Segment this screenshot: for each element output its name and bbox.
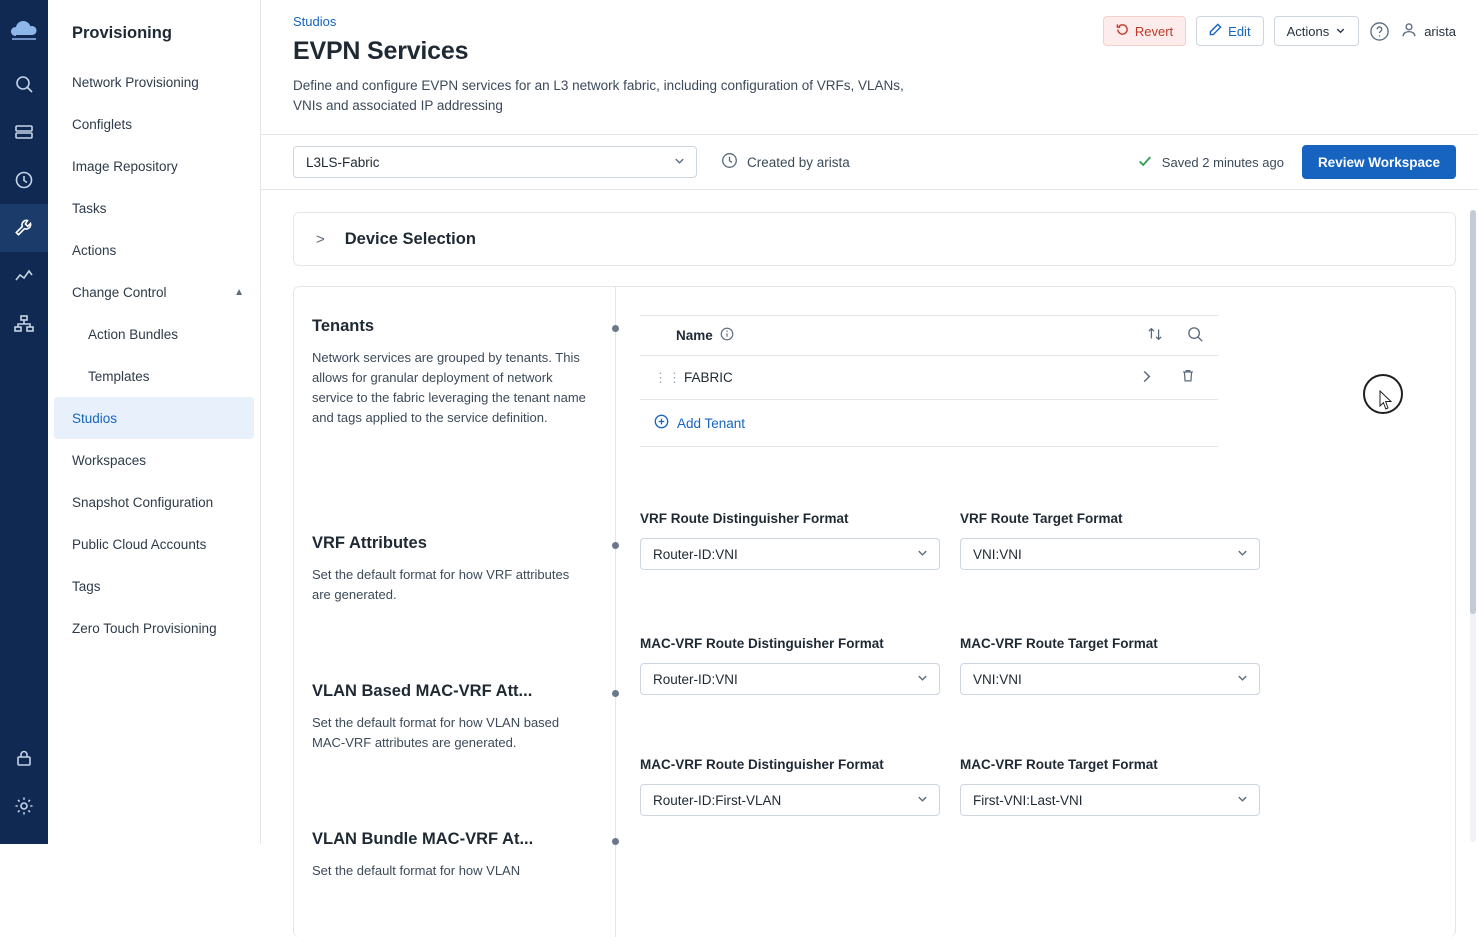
devices-icon[interactable] — [0, 108, 48, 156]
row-actions — [1139, 368, 1204, 387]
sidebar-item-zero-touch-provisioning[interactable] — [48, 607, 260, 649]
vrf-attributes-description: Set the default format for how VRF attributes are generated. — [312, 567, 570, 602]
sidebar-item-action-bundles[interactable] — [48, 313, 260, 355]
vlan-bundle-macvrf-title: VLAN Bundle MAC-VRF At... — [312, 830, 534, 848]
chevron-right-icon: > — [316, 230, 325, 248]
revert-button[interactable] — [1103, 16, 1186, 46]
clock-icon — [721, 152, 738, 172]
sidebar-item-label: Studios — [72, 410, 118, 426]
section-descriptions — [294, 287, 616, 937]
section-marker-dot — [612, 542, 619, 549]
tenants-table-tools — [1146, 325, 1204, 346]
section-marker-dot — [612, 325, 619, 332]
vlan-bundle-rd-format-select[interactable] — [640, 784, 940, 816]
vlan-bundle-macvrf-section-desc — [312, 830, 589, 881]
studio-content — [261, 190, 1478, 878]
edit-label: Edit — [1228, 23, 1251, 39]
sidebar-item-snapshot-configuration[interactable] — [48, 481, 260, 523]
chevron-down-icon — [916, 546, 929, 562]
page-description: Define and configure EVPN services for an L3 network fabric, including configuration of VRFs, VLANs, VNIs and associated IP addressing — [293, 78, 904, 113]
breadcrumb[interactable]: Studios — [293, 14, 337, 29]
expand-row-icon[interactable] — [1139, 369, 1154, 387]
vrf-attributes-section-desc — [312, 534, 589, 605]
top-actions — [1103, 16, 1456, 46]
sidebar-item-label: Action Bundles — [88, 326, 179, 342]
sidebar-item-change-control[interactable] — [48, 271, 260, 313]
workspace-strip — [261, 134, 1478, 190]
sidebar-item-label: Network Provisioning — [72, 74, 199, 90]
user-label: arista — [1424, 23, 1456, 39]
strip-right — [1137, 145, 1456, 179]
drag-handle-icon[interactable]: ⋮⋮ — [654, 369, 682, 385]
vrf-rd-format-label: VRF Route Distinguisher Format — [640, 511, 849, 526]
events-icon[interactable] — [0, 156, 48, 204]
tenants-table-header — [640, 316, 1218, 356]
gear-icon[interactable] — [0, 782, 48, 830]
pencil-icon — [1209, 23, 1222, 39]
sidebar-item-public-cloud-accounts[interactable] — [48, 523, 260, 565]
sidebar-item-network-provisioning[interactable] — [48, 61, 260, 103]
chevron-up-icon: ▲ — [234, 286, 244, 298]
chevron-down-icon — [916, 792, 929, 808]
section-marker-dot — [612, 690, 619, 697]
sidebar-item-label: Actions — [72, 242, 117, 258]
main-content — [261, 0, 1478, 878]
vlan-macvrf-rd-format-field — [640, 636, 940, 695]
studio-inputs-panel — [293, 286, 1456, 937]
vlan-bundle-rt-format-field — [960, 757, 1260, 816]
sidebar-item-label: Zero Touch Provisioning — [72, 620, 217, 636]
sidebar-item-label: Change Control — [72, 284, 167, 300]
review-workspace-label: Review Workspace — [1317, 154, 1440, 170]
add-tenant-button[interactable] — [640, 400, 1218, 447]
sidebar-item-label: Templates — [88, 368, 150, 384]
sidebar-item-templates[interactable] — [48, 355, 260, 397]
sort-icon[interactable] — [1146, 325, 1164, 346]
created-by-label: Created by arista — [747, 154, 850, 170]
vlan-macvrf-rt-format-field — [960, 636, 1260, 695]
save-status-label: Saved 2 minutes ago — [1161, 154, 1284, 170]
tenants-description: Network services are grouped by tenants. This allows for granular deployment of network service to the fabric leveraging the tenant name and tags applied to the service definition. — [312, 350, 586, 425]
provisioning-icon[interactable] — [0, 204, 48, 252]
vlan-bundle-rd-format-value: Router-ID:First-VLAN — [653, 792, 782, 808]
actions-button[interactable] — [1274, 16, 1360, 46]
chevron-down-icon — [916, 671, 929, 687]
workspace-select[interactable] — [293, 146, 697, 178]
user-avatar-icon — [1400, 21, 1418, 42]
vlan-macvrf-rt-format-label: MAC-VRF Route Target Format — [960, 636, 1158, 651]
device-selection-section[interactable] — [293, 212, 1456, 266]
delete-row-icon[interactable] — [1180, 368, 1196, 387]
sidebar-item-label: Public Cloud Accounts — [72, 536, 207, 552]
icon-rail — [0, 0, 48, 844]
sidebar-item-actions[interactable] — [48, 229, 260, 271]
sidebar-item-label: Workspaces — [72, 452, 147, 468]
sidebar-item-tags[interactable] — [48, 565, 260, 607]
tenants-table — [640, 315, 1218, 447]
info-icon[interactable] — [720, 327, 734, 344]
tenants-title: Tenants — [312, 317, 375, 335]
scrollbar-thumb[interactable] — [1470, 210, 1476, 614]
actions-label: Actions — [1286, 23, 1330, 39]
check-icon — [1137, 153, 1153, 172]
user-menu[interactable] — [1400, 21, 1456, 42]
workspace-select-value: L3LS-Fabric — [306, 154, 380, 170]
vlan-macvrf-description: Set the default format for how VLAN based MAC-VRF attributes are generated. — [312, 715, 560, 750]
search-icon[interactable] — [1186, 325, 1204, 346]
vrf-attributes-title: VRF Attributes — [312, 534, 427, 552]
analytics-icon[interactable] — [0, 252, 48, 300]
sidebar-item-label: Snapshot Configuration — [72, 494, 214, 510]
sidebar-item-label: Tags — [72, 578, 101, 594]
vrf-rt-format-value: VNI:VNI — [973, 546, 1022, 562]
vlan-bundle-rt-format-value: First-VNI:Last-VNI — [973, 792, 1083, 808]
chevron-down-icon — [673, 154, 686, 170]
vlan-macvrf-fields — [640, 636, 1455, 695]
revert-icon — [1116, 23, 1129, 39]
chevron-down-icon — [1236, 546, 1249, 562]
sidebar-item-tasks[interactable] — [48, 187, 260, 229]
vlan-macvrf-rt-format-value: VNI:VNI — [973, 671, 1022, 687]
help-icon[interactable] — [1369, 21, 1390, 42]
vrf-rt-format-label: VRF Route Target Format — [960, 511, 1123, 526]
sidebar-item-label: Tasks — [72, 200, 107, 216]
sidebar-item-studios[interactable] — [54, 397, 254, 439]
search-icon[interactable] — [0, 60, 48, 108]
sidebar-item-workspaces[interactable] — [48, 439, 260, 481]
plus-circle-icon — [654, 414, 669, 432]
cloud-logo-icon[interactable] — [4, 10, 44, 52]
chevron-down-icon — [1236, 671, 1249, 687]
vlan-macvrf-title: VLAN Based MAC-VRF Att... — [312, 682, 533, 700]
sidebar-item-image-repository[interactable] — [48, 145, 260, 187]
created-by — [721, 152, 850, 172]
vlan-bundle-rd-format-label: MAC-VRF Route Distinguisher Format — [640, 757, 884, 772]
sidebar-item-label: Image Repository — [72, 158, 178, 174]
sidebar — [48, 0, 261, 844]
sidebar-item-configlets[interactable] — [48, 103, 260, 145]
vrf-rd-format-value: Router-ID:VNI — [653, 546, 738, 562]
vrf-rd-format-field — [640, 511, 940, 570]
page-header — [261, 0, 1478, 116]
chevron-down-icon — [1236, 792, 1249, 808]
add-tenant-label: Add Tenant — [677, 415, 746, 431]
vlan-bundle-macvrf-fields — [640, 757, 1455, 816]
vlan-macvrf-rd-format-value: Router-ID:VNI — [653, 671, 738, 687]
edit-button[interactable] — [1196, 16, 1263, 46]
vrf-rt-format-select[interactable] — [960, 538, 1260, 570]
vlan-macvrf-rt-format-select[interactable] — [960, 663, 1260, 695]
vlan-macvrf-rd-format-label: MAC-VRF Route Distinguisher Format — [640, 636, 884, 651]
vlan-bundle-rt-format-select[interactable] — [960, 784, 1260, 816]
topology-icon[interactable] — [0, 300, 48, 348]
device-selection-title: Device Selection — [344, 229, 476, 248]
tenants-column-name — [676, 327, 1146, 344]
tenants-section-desc — [312, 317, 589, 428]
vlan-macvrf-section-desc — [312, 682, 589, 753]
section-marker-dot — [612, 838, 619, 845]
table-row[interactable] — [640, 356, 1218, 400]
tenant-name-value: FABRIC — [684, 370, 733, 385]
vertical-scrollbar[interactable] — [1470, 210, 1476, 842]
vrf-rd-format-select[interactable] — [640, 538, 940, 570]
tenants-column-label: Name — [676, 328, 713, 343]
chevron-down-icon — [1335, 24, 1346, 39]
lock-icon[interactable] — [0, 734, 48, 782]
vlan-bundle-rd-format-field — [640, 757, 940, 816]
save-status — [1137, 153, 1284, 172]
vrf-rt-format-field — [960, 511, 1260, 570]
page-title: EVPN Services — [293, 37, 469, 65]
vlan-bundle-macvrf-description: Set the default format for how VLAN — [312, 863, 521, 878]
sidebar-title: Provisioning — [72, 24, 172, 42]
section-inputs — [616, 287, 1455, 937]
sidebar-item-label: Configlets — [72, 116, 133, 132]
vrf-attributes-fields — [640, 511, 1455, 570]
review-workspace-button[interactable] — [1302, 145, 1456, 179]
vlan-bundle-rt-format-label: MAC-VRF Route Target Format — [960, 757, 1158, 772]
vlan-macvrf-rd-format-select[interactable] — [640, 663, 940, 695]
revert-label: Revert — [1134, 23, 1174, 39]
